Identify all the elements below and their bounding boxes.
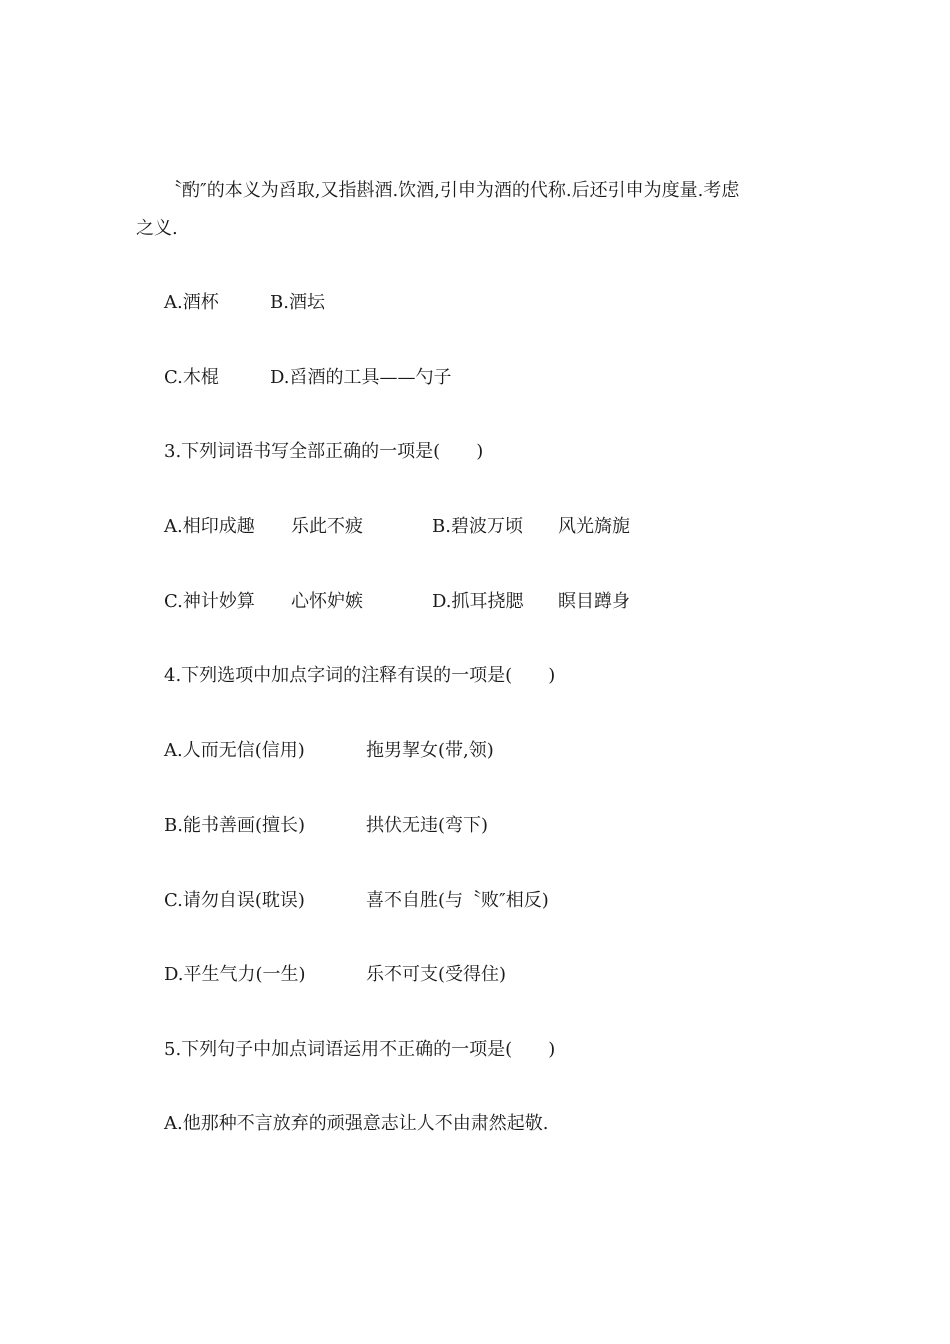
q4-stem: 4.下列选项中加点字词的注释有误的一项是( ) [164, 665, 556, 686]
q2-option-c: C.木棍 [164, 367, 219, 388]
q4-option-a-item2: 拖男挈女(带,领) [366, 740, 494, 761]
q2-option-d: D.舀酒的工具——勺子 [270, 367, 452, 388]
q5-option-a: A.他那种不言放弃的顽强意志让人不由肃然起敬. [164, 1113, 549, 1134]
q3-option-b-word1: B.碧波万顷 [432, 516, 523, 537]
q3-option-a-word1: A.相印成趣 [164, 516, 255, 537]
q4-option-c-item1: C.请勿自误(耽误) [164, 890, 305, 911]
q2-option-a: A.酒杯 [164, 292, 219, 313]
intro-paragraph-line-2: 之义. [136, 218, 178, 239]
q4-option-a-item1: A.人而无信(信用) [164, 740, 305, 761]
q3-option-a-word2: 乐此不疲 [291, 516, 363, 537]
intro-paragraph-line-1: 〝酌″的本义为舀取,又指斟酒.饮酒,引申为酒的代称.后还引申为度量.考虑 [164, 180, 740, 201]
q4-option-b-item2: 拱伏无违(弯下) [366, 815, 489, 836]
q3-option-d-word1: D.抓耳挠腮 [432, 591, 524, 612]
q4-option-c-item2: 喜不自胜(与〝败″相反) [366, 890, 549, 911]
q2-option-b: B.酒坛 [270, 292, 325, 313]
q5-stem: 5.下列句子中加点词语运用不正确的一项是( ) [164, 1039, 556, 1060]
q3-stem: 3.下列词语书写全部正确的一项是( ) [164, 441, 484, 462]
q3-option-b-word2: 风光旖旎 [558, 516, 630, 537]
q4-option-d-item2: 乐不可支(受得住) [366, 964, 507, 985]
q4-option-d-item1: D.平生气力(一生) [164, 964, 306, 985]
q4-option-b-item1: B.能书善画(擅长) [164, 815, 305, 836]
q3-option-c-word2: 心怀妒嫉 [291, 591, 363, 612]
q3-option-d-word2: 瞑目蹲身 [558, 591, 630, 612]
q3-option-c-word1: C.神计妙算 [164, 591, 255, 612]
